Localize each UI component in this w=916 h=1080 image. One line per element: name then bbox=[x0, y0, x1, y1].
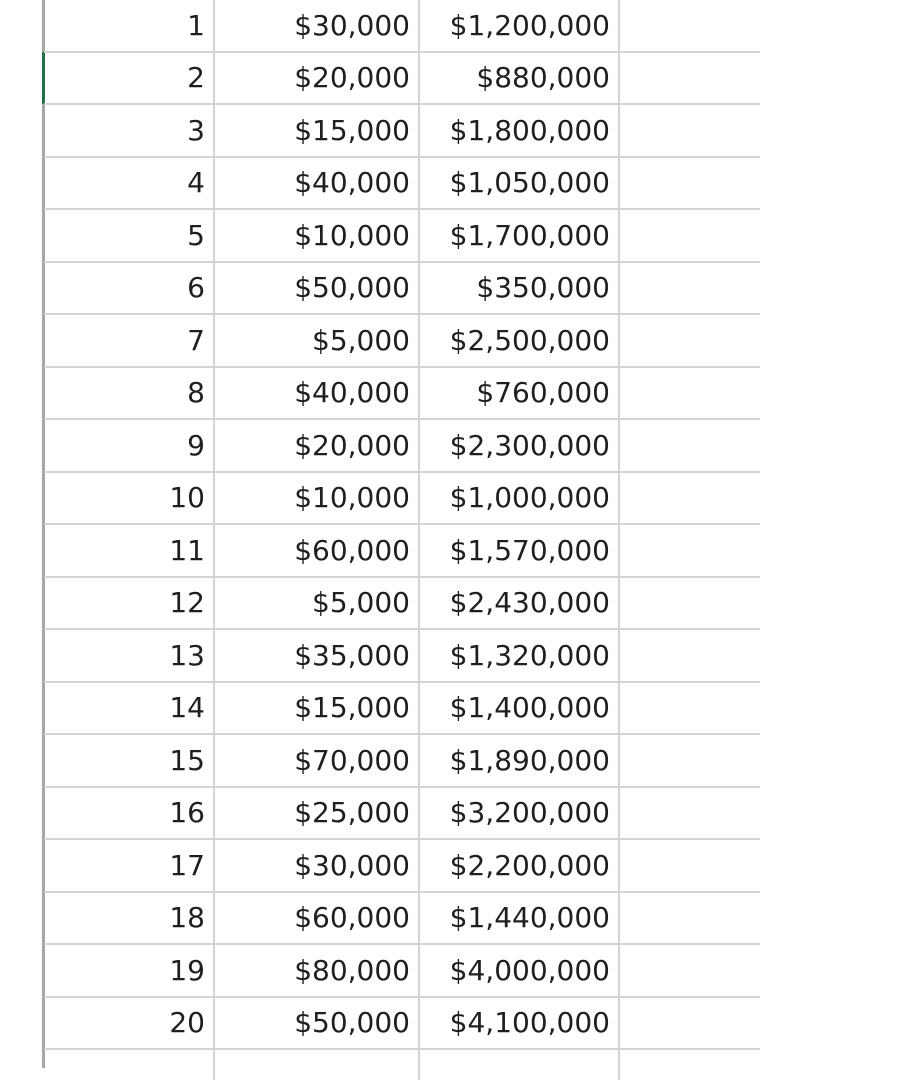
cell-revenue[interactable]: $350,000 bbox=[420, 263, 620, 314]
cell-id[interactable]: 6 bbox=[44, 263, 215, 314]
cell-empty[interactable] bbox=[620, 945, 760, 996]
cell-id[interactable]: 16 bbox=[44, 788, 215, 839]
cell-empty[interactable] bbox=[620, 263, 760, 314]
cell-cost[interactable]: $40,000 bbox=[215, 368, 420, 419]
cell-cost[interactable]: $5,000 bbox=[215, 578, 420, 629]
cell-empty[interactable] bbox=[620, 683, 760, 734]
cell-revenue[interactable]: $4,100,000 bbox=[420, 998, 620, 1049]
cell-revenue[interactable]: $2,430,000 bbox=[420, 578, 620, 629]
cell-empty[interactable] bbox=[620, 998, 760, 1049]
cell-id[interactable]: 13 bbox=[44, 630, 215, 681]
cell-cost[interactable]: $10,000 bbox=[215, 210, 420, 261]
cell-empty[interactable] bbox=[620, 368, 760, 419]
cell-id[interactable]: 17 bbox=[44, 840, 215, 891]
cell-id[interactable]: 10 bbox=[44, 473, 215, 524]
cell-empty[interactable] bbox=[620, 788, 760, 839]
table-row bbox=[44, 1050, 760, 1080]
table-row bbox=[44, 315, 760, 368]
cell-revenue[interactable]: $3,200,000 bbox=[420, 788, 620, 839]
cell-empty[interactable] bbox=[620, 53, 760, 104]
cell-cost[interactable]: $25,000 bbox=[215, 788, 420, 839]
table-row bbox=[44, 368, 760, 421]
table-row bbox=[44, 578, 760, 631]
cell-cost[interactable]: $50,000 bbox=[215, 263, 420, 314]
cell-id[interactable]: 12 bbox=[44, 578, 215, 629]
cell-empty[interactable] bbox=[620, 1050, 760, 1080]
table-row bbox=[44, 473, 760, 526]
cell-cost[interactable]: $10,000 bbox=[215, 473, 420, 524]
cell-cost[interactable]: $40,000 bbox=[215, 158, 420, 209]
cell-cost[interactable]: $20,000 bbox=[215, 53, 420, 104]
table-row bbox=[44, 998, 760, 1051]
cell-revenue[interactable]: $1,700,000 bbox=[420, 210, 620, 261]
cell-cost[interactable]: $60,000 bbox=[215, 525, 420, 576]
table-row bbox=[44, 683, 760, 736]
cell-id[interactable]: 1 bbox=[44, 0, 215, 51]
cell-id[interactable]: 19 bbox=[44, 945, 215, 996]
cell-cost[interactable]: $15,000 bbox=[215, 105, 420, 156]
cell-revenue[interactable]: $2,500,000 bbox=[420, 315, 620, 366]
cell-empty[interactable] bbox=[620, 210, 760, 261]
cell-revenue[interactable]: $760,000 bbox=[420, 368, 620, 419]
cell-id[interactable]: 15 bbox=[44, 735, 215, 786]
table-row bbox=[44, 105, 760, 158]
cell-empty[interactable] bbox=[620, 0, 760, 51]
cell-empty[interactable] bbox=[620, 473, 760, 524]
table-row bbox=[44, 525, 760, 578]
cell-revenue[interactable]: $2,300,000 bbox=[420, 420, 620, 471]
cell-empty[interactable] bbox=[620, 578, 760, 629]
cell-empty[interactable] bbox=[620, 630, 760, 681]
cell-cost[interactable]: $30,000 bbox=[215, 0, 420, 51]
cell-id[interactable]: 7 bbox=[44, 315, 215, 366]
cell-revenue[interactable]: $1,050,000 bbox=[420, 158, 620, 209]
spreadsheet-grid[interactable] bbox=[44, 0, 760, 1068]
cell-cost[interactable]: $20,000 bbox=[215, 420, 420, 471]
table-row bbox=[44, 420, 760, 473]
cell-revenue[interactable]: $1,440,000 bbox=[420, 893, 620, 944]
cell-id[interactable]: 20 bbox=[44, 998, 215, 1049]
table-row bbox=[44, 630, 760, 683]
cell-id[interactable]: 8 bbox=[44, 368, 215, 419]
cell-revenue[interactable]: $1,890,000 bbox=[420, 735, 620, 786]
table-row bbox=[44, 263, 760, 316]
cell-empty[interactable] bbox=[44, 1050, 215, 1080]
cell-id[interactable]: 11 bbox=[44, 525, 215, 576]
cell-id[interactable]: 3 bbox=[44, 105, 215, 156]
cell-cost[interactable]: $35,000 bbox=[215, 630, 420, 681]
cell-empty[interactable] bbox=[620, 420, 760, 471]
cell-cost[interactable]: $15,000 bbox=[215, 683, 420, 734]
table-row bbox=[44, 0, 760, 53]
cell-empty[interactable] bbox=[420, 1050, 620, 1080]
cell-cost[interactable]: $70,000 bbox=[215, 735, 420, 786]
cell-empty[interactable] bbox=[620, 315, 760, 366]
cell-revenue[interactable]: $880,000 bbox=[420, 53, 620, 104]
cell-revenue[interactable]: $2,200,000 bbox=[420, 840, 620, 891]
cell-id[interactable]: 14 bbox=[44, 683, 215, 734]
cell-id[interactable]: 4 bbox=[44, 158, 215, 209]
cell-cost[interactable]: $30,000 bbox=[215, 840, 420, 891]
cell-revenue[interactable]: $1,570,000 bbox=[420, 525, 620, 576]
cell-empty[interactable] bbox=[215, 1050, 420, 1080]
table-row bbox=[44, 840, 760, 893]
cell-id[interactable]: 9 bbox=[44, 420, 215, 471]
cell-cost[interactable]: $80,000 bbox=[215, 945, 420, 996]
table-row bbox=[44, 788, 760, 841]
cell-cost[interactable]: $50,000 bbox=[215, 998, 420, 1049]
cell-cost[interactable]: $5,000 bbox=[215, 315, 420, 366]
cell-id[interactable]: 2 bbox=[44, 53, 215, 104]
cell-revenue[interactable]: $1,320,000 bbox=[420, 630, 620, 681]
cell-empty[interactable] bbox=[620, 735, 760, 786]
table-row bbox=[44, 735, 760, 788]
cell-empty[interactable] bbox=[620, 525, 760, 576]
cell-cost[interactable]: $60,000 bbox=[215, 893, 420, 944]
cell-id[interactable]: 18 bbox=[44, 893, 215, 944]
cell-empty[interactable] bbox=[620, 893, 760, 944]
cell-id[interactable]: 5 bbox=[44, 210, 215, 261]
cell-empty[interactable] bbox=[620, 158, 760, 209]
table-row bbox=[44, 945, 760, 998]
cell-revenue[interactable]: $1,200,000 bbox=[420, 0, 620, 51]
table-row bbox=[44, 158, 760, 211]
table-row bbox=[44, 210, 760, 263]
cell-empty[interactable] bbox=[620, 840, 760, 891]
cell-revenue[interactable]: $1,400,000 bbox=[420, 683, 620, 734]
cell-revenue[interactable]: $1,000,000 bbox=[420, 473, 620, 524]
cell-empty[interactable] bbox=[620, 105, 760, 156]
table-row bbox=[44, 893, 760, 946]
cell-revenue[interactable]: $1,800,000 bbox=[420, 105, 620, 156]
cell-revenue[interactable]: $4,000,000 bbox=[420, 945, 620, 996]
table-row bbox=[44, 53, 760, 106]
